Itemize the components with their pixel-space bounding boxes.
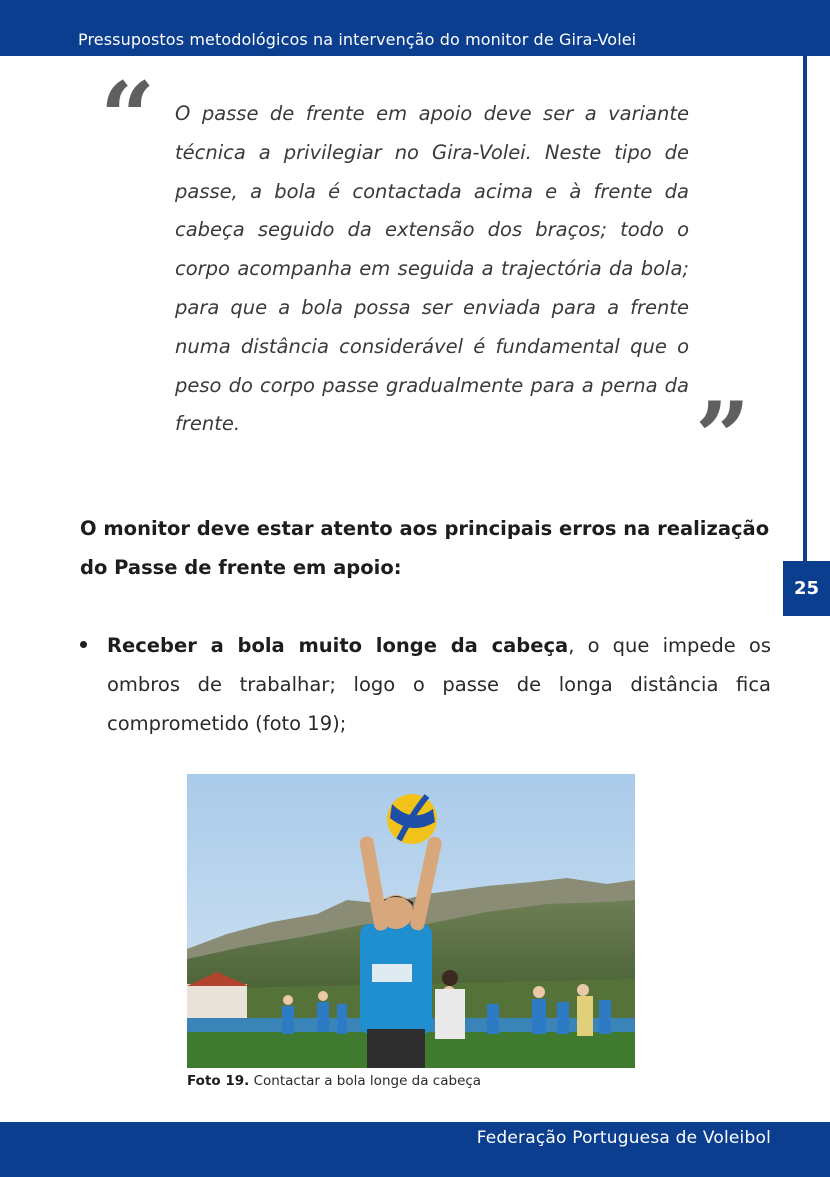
running-header-title: Pressupostos metodológicos na intervenção do monitor de Gira-Volei <box>78 30 637 49</box>
figure-caption <box>187 1073 481 1089</box>
margin-rule <box>803 56 807 562</box>
pull-quote-text: O passe de frente em apoio deve ser a variante técnica a privilegiar no Gira-Volei. Neste tipo de passe, a bola é contactada acima e à frente da cabeça seguido da extensão dos braços; todo o corpo acompanha em seguida a trajectória da bola; para que a bola possa ser enviada para a frente numa distância considerável é fundamental que o peso do corpo passe gradualmente para a perna da frente. <box>175 102 689 436</box>
open-quote-icon: “ <box>100 61 156 174</box>
figure-label: Foto 19. <box>187 1073 250 1089</box>
bullet-item-bold: Receber a bola muito longe da cabeça <box>107 634 569 657</box>
footer-publisher: Federação Portuguesa de Voleibol <box>476 1128 771 1148</box>
bullet-item-text: , o que impede os ombros de trabalhar; logo o passe de longa distância fica comprometido (foto 19); <box>107 634 771 735</box>
figure-caption-text: Contactar a bola longe da cabeça <box>249 1073 482 1089</box>
photo-19 <box>187 774 635 1068</box>
bullet-item <box>107 626 771 743</box>
bullet-icon <box>80 641 87 648</box>
section-heading: O monitor deve estar atento aos principais erros na realização do Passe de frente em apoio: <box>80 517 770 579</box>
page-number: 25 <box>783 561 830 616</box>
close-quote-icon: ” <box>695 381 751 494</box>
